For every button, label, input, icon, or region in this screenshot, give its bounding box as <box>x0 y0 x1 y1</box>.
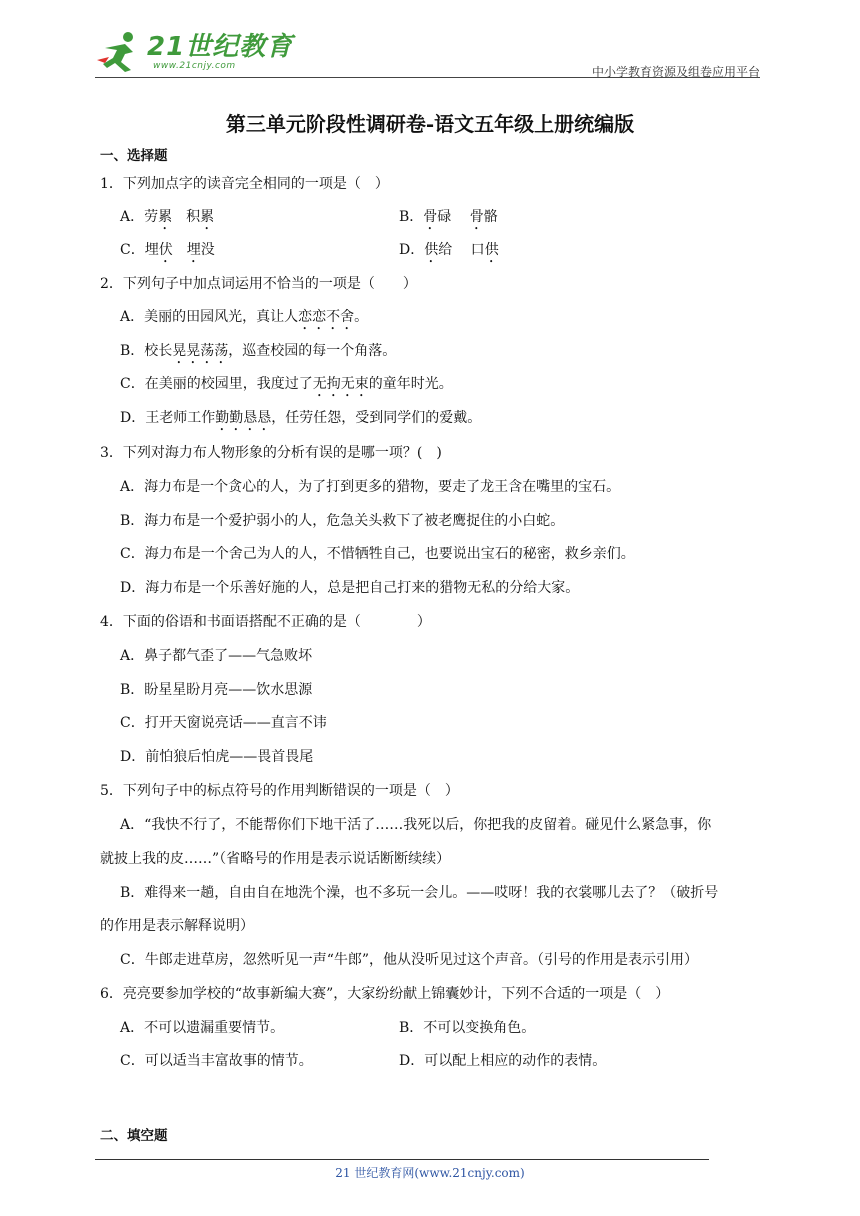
question-5-option-b-line1: B．难得来一趟，自由自在地洗个澡，也不多玩一会儿。——哎呀！我的衣裳哪儿去了？（破折号 <box>120 885 719 901</box>
question-1-stem: 1．下列加点字的读音完全相同的一项是（ ） <box>100 176 389 192</box>
question-4-option-a: A．鼻子都气歪了——气急败坏 <box>120 648 313 664</box>
question-2-stem: 2．下列句子中加点词运用不恰当的一项是（ ） <box>100 276 417 292</box>
platform-name: 中小学教育资源及组卷应用平台 <box>591 65 760 79</box>
question-1-option-d: D．供给 口供 <box>399 242 499 258</box>
question-5-option-c: C．牛郎走进草房，忽然听见一声“牛郎”，他从没听见过这个声音。（引号的作用是表示引用） <box>120 952 699 968</box>
question-2-option-b: B．校长晃晃荡荡，巡查校园的每一个角落。 <box>120 343 397 359</box>
question-6-option-c: C．可以适当丰富故事的情节。 <box>120 1053 313 1069</box>
question-1-option-a: A．劳累 积累 <box>120 209 215 225</box>
question-2-option-d: D．王老师工作勤勤恳恳，任劳任怨，受到同学们的爱戴。 <box>120 410 482 426</box>
footer-text: 21 世纪教育网(www.21cnjy.com) <box>335 1166 525 1180</box>
question-2-option-c: C．在美丽的校园里，我度过了无拘无束的童年时光。 <box>120 376 453 392</box>
question-5-option-a-line2: 就披上我的皮……”（省略号的作用是表示说话断断续续） <box>100 851 451 867</box>
question-5-option-b-line2: 的作用是表示解释说明） <box>100 918 254 934</box>
footer-divider <box>95 1159 709 1160</box>
question-3-option-c: C．海力布是一个舍己为人的人，不惜牺牲自己，也要说出宝石的秘密，救乡亲们。 <box>120 546 635 562</box>
document-title: 第三单元阶段性调研卷-语文五年级上册统编版 <box>225 112 635 136</box>
header-divider <box>95 77 760 78</box>
question-3-stem: 3．下列对海力布人物形象的分析有误的是哪一项？( ) <box>100 445 442 461</box>
question-6-stem: 6．亮亮要参加学校的“故事新编大赛”，大家纷纷献上锦囊妙计，下列不合适的一项是（ ） <box>100 986 670 1002</box>
question-4-option-c: C．打开天窗说亮话——直言不讳 <box>120 715 327 731</box>
logo <box>95 30 293 74</box>
logo-url: www.21cnjy.com <box>153 61 236 71</box>
question-3-option-b: B．海力布是一个爱护弱小的人，危急关头救下了被老鹰捉住的小白蛇。 <box>120 513 565 529</box>
question-2-option-a: A．美丽的田园风光，真让人恋恋不舍。 <box>120 309 369 325</box>
question-3-option-a: A．海力布是一个贪心的人，为了打到更多的猎物，要走了龙王含在嘴里的宝石。 <box>120 479 621 495</box>
question-1-option-c: C．埋伏 埋没 <box>120 242 215 258</box>
question-5-stem: 5．下列句子中的标点符号的作用判断错误的一项是（ ） <box>100 783 459 799</box>
question-6-option-b: B．不可以变换角色。 <box>399 1020 536 1036</box>
question-1-option-b: B．骨碌 骨骼 <box>399 209 498 225</box>
question-4-stem: 4．下面的俗语和书面语搭配不正确的是（ ） <box>100 614 431 630</box>
question-5-option-a-line1: A．“我快不行了，不能帮你们下地干活了……我死以后，你把我的皮留着。碰见什么紧急事，你 <box>120 817 712 833</box>
question-6-option-a: A．不可以遗漏重要情节。 <box>120 1020 285 1036</box>
page-header <box>95 30 760 78</box>
runner-logo-icon <box>95 30 145 74</box>
question-6-option-d: D．可以配上相应的动作的表情。 <box>399 1053 607 1069</box>
section-heading-choice: 一、选择题 <box>100 148 168 164</box>
question-3-option-d: D．海力布是一个乐善好施的人，总是把自己打来的猎物无私的分给大家。 <box>120 580 580 596</box>
logo-wordmark: 21世纪教育 <box>147 32 294 62</box>
section-heading-fill-in: 二、填空题 <box>100 1128 168 1144</box>
question-4-option-d: D．前怕狼后怕虎——畏首畏尾 <box>120 749 314 765</box>
question-4-option-b: B．盼星星盼月亮——饮水思源 <box>120 682 313 698</box>
